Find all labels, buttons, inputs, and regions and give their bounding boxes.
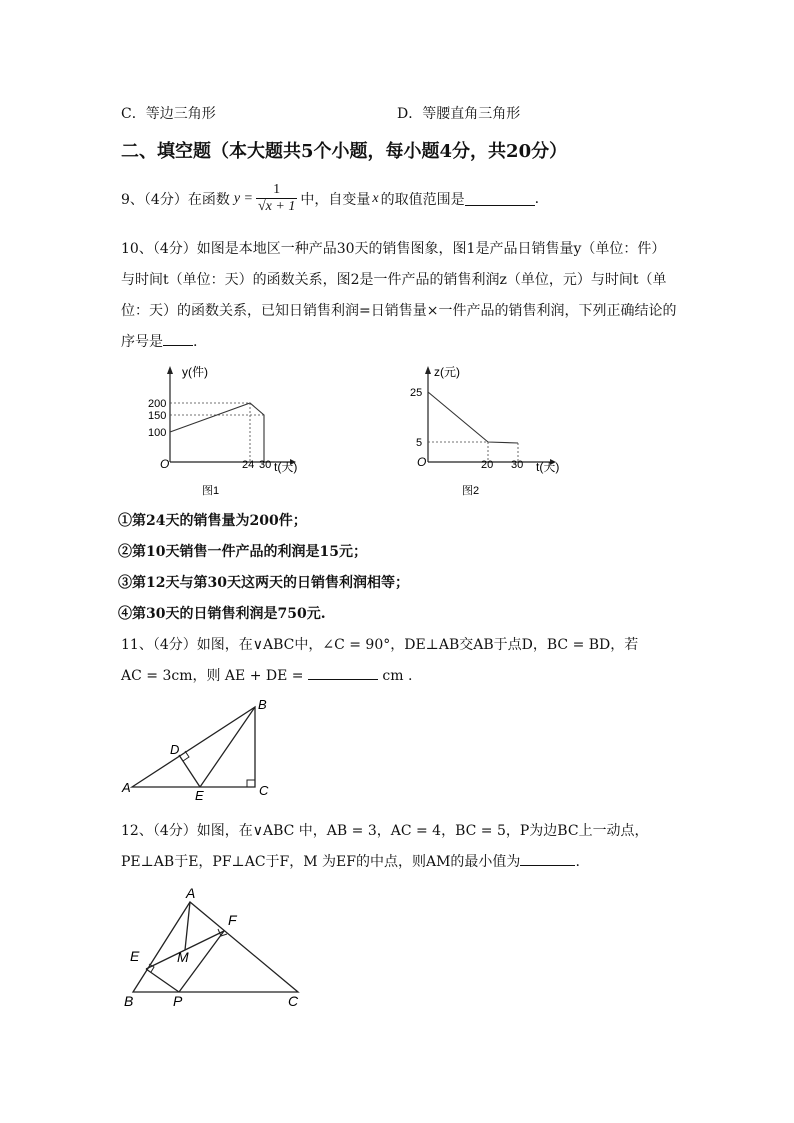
q11-line-2 [121, 665, 412, 685]
q12-label-f: F [228, 912, 237, 928]
fig2-y-arrow [425, 366, 431, 374]
fig1-ytick-150: 150 [148, 410, 167, 422]
fig2-ytick-5: 5 [416, 437, 423, 449]
q11-label-b: B [258, 697, 267, 712]
q11-label-c: C [259, 783, 269, 798]
fig2-xtick-30: 30 [511, 459, 524, 471]
fig2-ytick-25: 25 [410, 387, 423, 399]
q9-end: . [534, 190, 540, 207]
q12-answer-blank[interactable] [520, 851, 575, 866]
fig1-caption: 图1 [202, 485, 220, 497]
q12-label-p: P [173, 993, 183, 1009]
fig2-origin: O [417, 455, 427, 469]
q11-label-d: D [170, 742, 180, 757]
q12-label-e: E [130, 948, 140, 964]
q10-option-2: ②第10天销售一件产品的利润是15元； [118, 544, 367, 560]
q11-line-2-text: AC = 3cm，则 AE + DE = [121, 668, 304, 684]
fig1-ytick-100: 100 [148, 427, 167, 439]
q12-segment-pe [146, 969, 179, 992]
q10-line-2: 与时间t（单位：天）的函数关系，图2是一件产品的销售利润z（单位，元）与时间t（单 [121, 272, 667, 288]
q9-prefix: 9、（4分）在函数 [121, 191, 230, 208]
fig2-xtick-20: 20 [481, 459, 494, 471]
q12-line-2 [121, 851, 580, 871]
q9-suffix2: 的取值范围是 [380, 191, 465, 208]
q10-line-4 [121, 331, 197, 351]
q12-label-c: C [288, 993, 299, 1009]
fig2-caption: 图2 [462, 485, 480, 497]
q11-label-a: A [122, 780, 131, 795]
q10-line-3: 位：天）的函数关系，已知日销售利润=日销售量×一件产品的销售利润，下列正确结论的 [121, 303, 677, 319]
q10-line-1: 10、（4分）如图是本地区一种产品30天的销售图象，图1是产品日销售量y（单位：件） [121, 241, 666, 257]
fig1-xtick-24: 24 [242, 459, 255, 471]
choice-c: C．等边三角形 [121, 106, 216, 122]
q10-option-1: ①第24天的销售量为200件； [118, 513, 307, 529]
fig1-ytick-200: 200 [148, 398, 167, 410]
section-title: 二、填空题（本大题共5个小题，每小题4分，共20分） [121, 141, 568, 162]
q10-option-3: ③第12天与第30天这两天的日销售利润相等； [118, 575, 409, 591]
q9-var: x [372, 190, 379, 206]
q11-line-2-unit: cm . [382, 668, 413, 684]
fig1-xlabel: t(天) [274, 460, 298, 474]
q9-fraction [256, 182, 297, 215]
q10-figure-2 [400, 360, 580, 500]
fig1-xtick-30: 30 [259, 459, 272, 471]
q9-denominator: √x + 1 [258, 199, 296, 214]
q9-y-eq: y = [233, 190, 253, 206]
fig2-ylabel: z(元) [434, 365, 460, 379]
q9-suffix: 中，自变量 [300, 191, 371, 208]
q11-segment-be [200, 707, 255, 787]
q12-line-1: 12、（4分）如图，在∨ABC 中，AB = 3，AC = 4，BC = 5，P为边BC上一动点， [121, 823, 649, 839]
q9-numerator: 1 [256, 182, 297, 199]
q10-end: . [193, 334, 198, 350]
fig2-line [428, 392, 518, 443]
q10-line-4-text: 序号是 [121, 334, 163, 350]
fig1-ylabel: y(件) [182, 365, 208, 379]
q12-label-m: M [177, 949, 189, 965]
question-9 [121, 182, 539, 215]
choice-d: D．等腰直角三角形 [397, 106, 521, 122]
q10-answer-blank[interactable] [163, 331, 193, 346]
q11-label-e: E [195, 788, 204, 803]
fig2-xlabel: t(天) [536, 460, 560, 474]
q9-answer-blank[interactable] [465, 191, 535, 206]
q10-option-4: ④第30天的日销售利润是750元. [118, 606, 326, 622]
q11-segment-de [179, 755, 200, 787]
q10-figure-1 [140, 360, 320, 500]
q12-label-b: B [124, 993, 134, 1009]
q11-answer-blank[interactable] [308, 665, 378, 680]
q11-right-angle-c [247, 780, 255, 787]
q12-triangle-abc [133, 902, 298, 992]
fig1-y-arrow [167, 366, 173, 374]
q12-figure [118, 882, 318, 1012]
q11-figure [115, 695, 275, 805]
q12-label-a: A [186, 885, 196, 901]
q12-line-2-text: PE⊥AB于E，PF⊥AC于F，M 为EF的中点，则AM的最小值为 [121, 854, 521, 870]
fig1-origin: O [160, 457, 170, 471]
q11-triangle-abc [132, 707, 255, 787]
q12-end: . [575, 854, 580, 870]
q11-line-1: 11、（4分）如图，在∨ABC中，∠C = 90°，DE⊥AB交AB于点D，BC = BD，若 [121, 637, 639, 653]
